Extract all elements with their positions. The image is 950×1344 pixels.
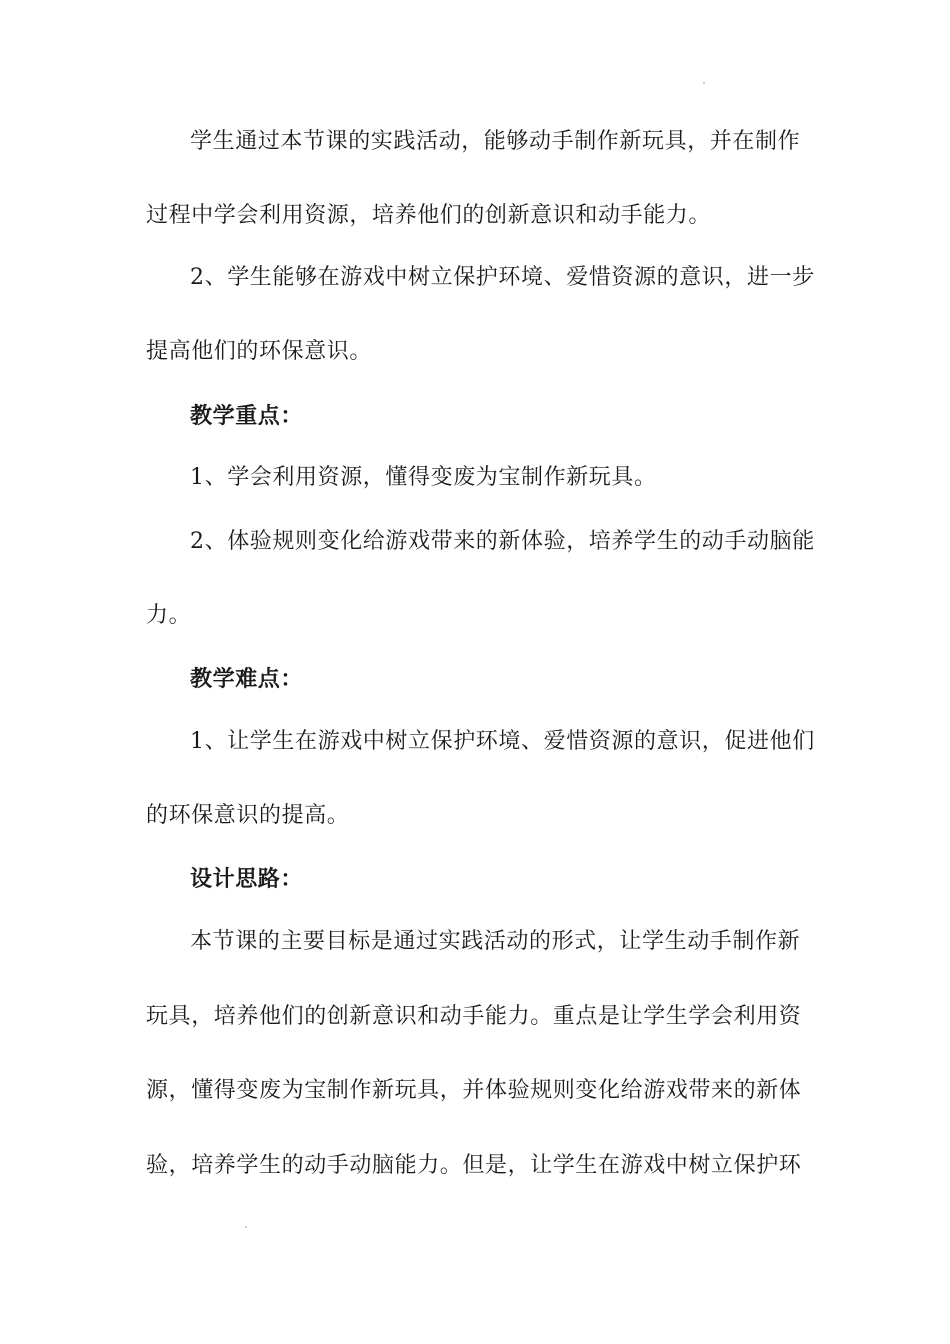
paragraph-line: 2、体验规则变化给游戏带来的新体验，培养学生的动手动脑能 (190, 529, 815, 554)
paragraph-line: 1、让学生在游戏中树立保护环境、爱惜资源的意识，促进他们 (190, 729, 815, 754)
scan-speck (245, 1226, 247, 1228)
paragraph-line: 2、学生能够在游戏中树立保护环境、爱惜资源的意识，进一步 (190, 265, 815, 290)
paragraph-line: 玩具，培养他们的创新意识和动手能力。重点是让学生学会利用资 (146, 1004, 802, 1029)
paragraph-line: 提高他们的环保意识。 (146, 339, 373, 364)
section-heading-design-ideas: 设计思路： (190, 867, 304, 892)
paragraph-line: 验，培养学生的动手动脑能力。但是，让学生在游戏中树立保护环 (146, 1153, 802, 1178)
paragraph-line: 的环保意识的提高。 (146, 803, 350, 828)
paragraph-line: 1、学会利用资源，懂得变废为宝制作新玩具。 (190, 465, 657, 490)
section-heading-difficulties: 教学难点： (190, 667, 304, 692)
paragraph-line: 本节课的主要目标是通过实践活动的形式，让学生动手制作新 (190, 929, 801, 954)
scan-speck (703, 82, 705, 84)
paragraph-line: 源，懂得变废为宝制作新玩具，并体验规则变化给游戏带来的新体 (146, 1078, 802, 1103)
section-heading-key-points: 教学重点： (190, 404, 304, 429)
paragraph-line: 过程中学会利用资源，培养他们的创新意识和动手能力。 (146, 203, 712, 228)
paragraph-line: 力。 (146, 603, 192, 628)
paragraph-line: 学生通过本节课的实践活动，能够动手制作新玩具，并在制作 (190, 129, 801, 154)
